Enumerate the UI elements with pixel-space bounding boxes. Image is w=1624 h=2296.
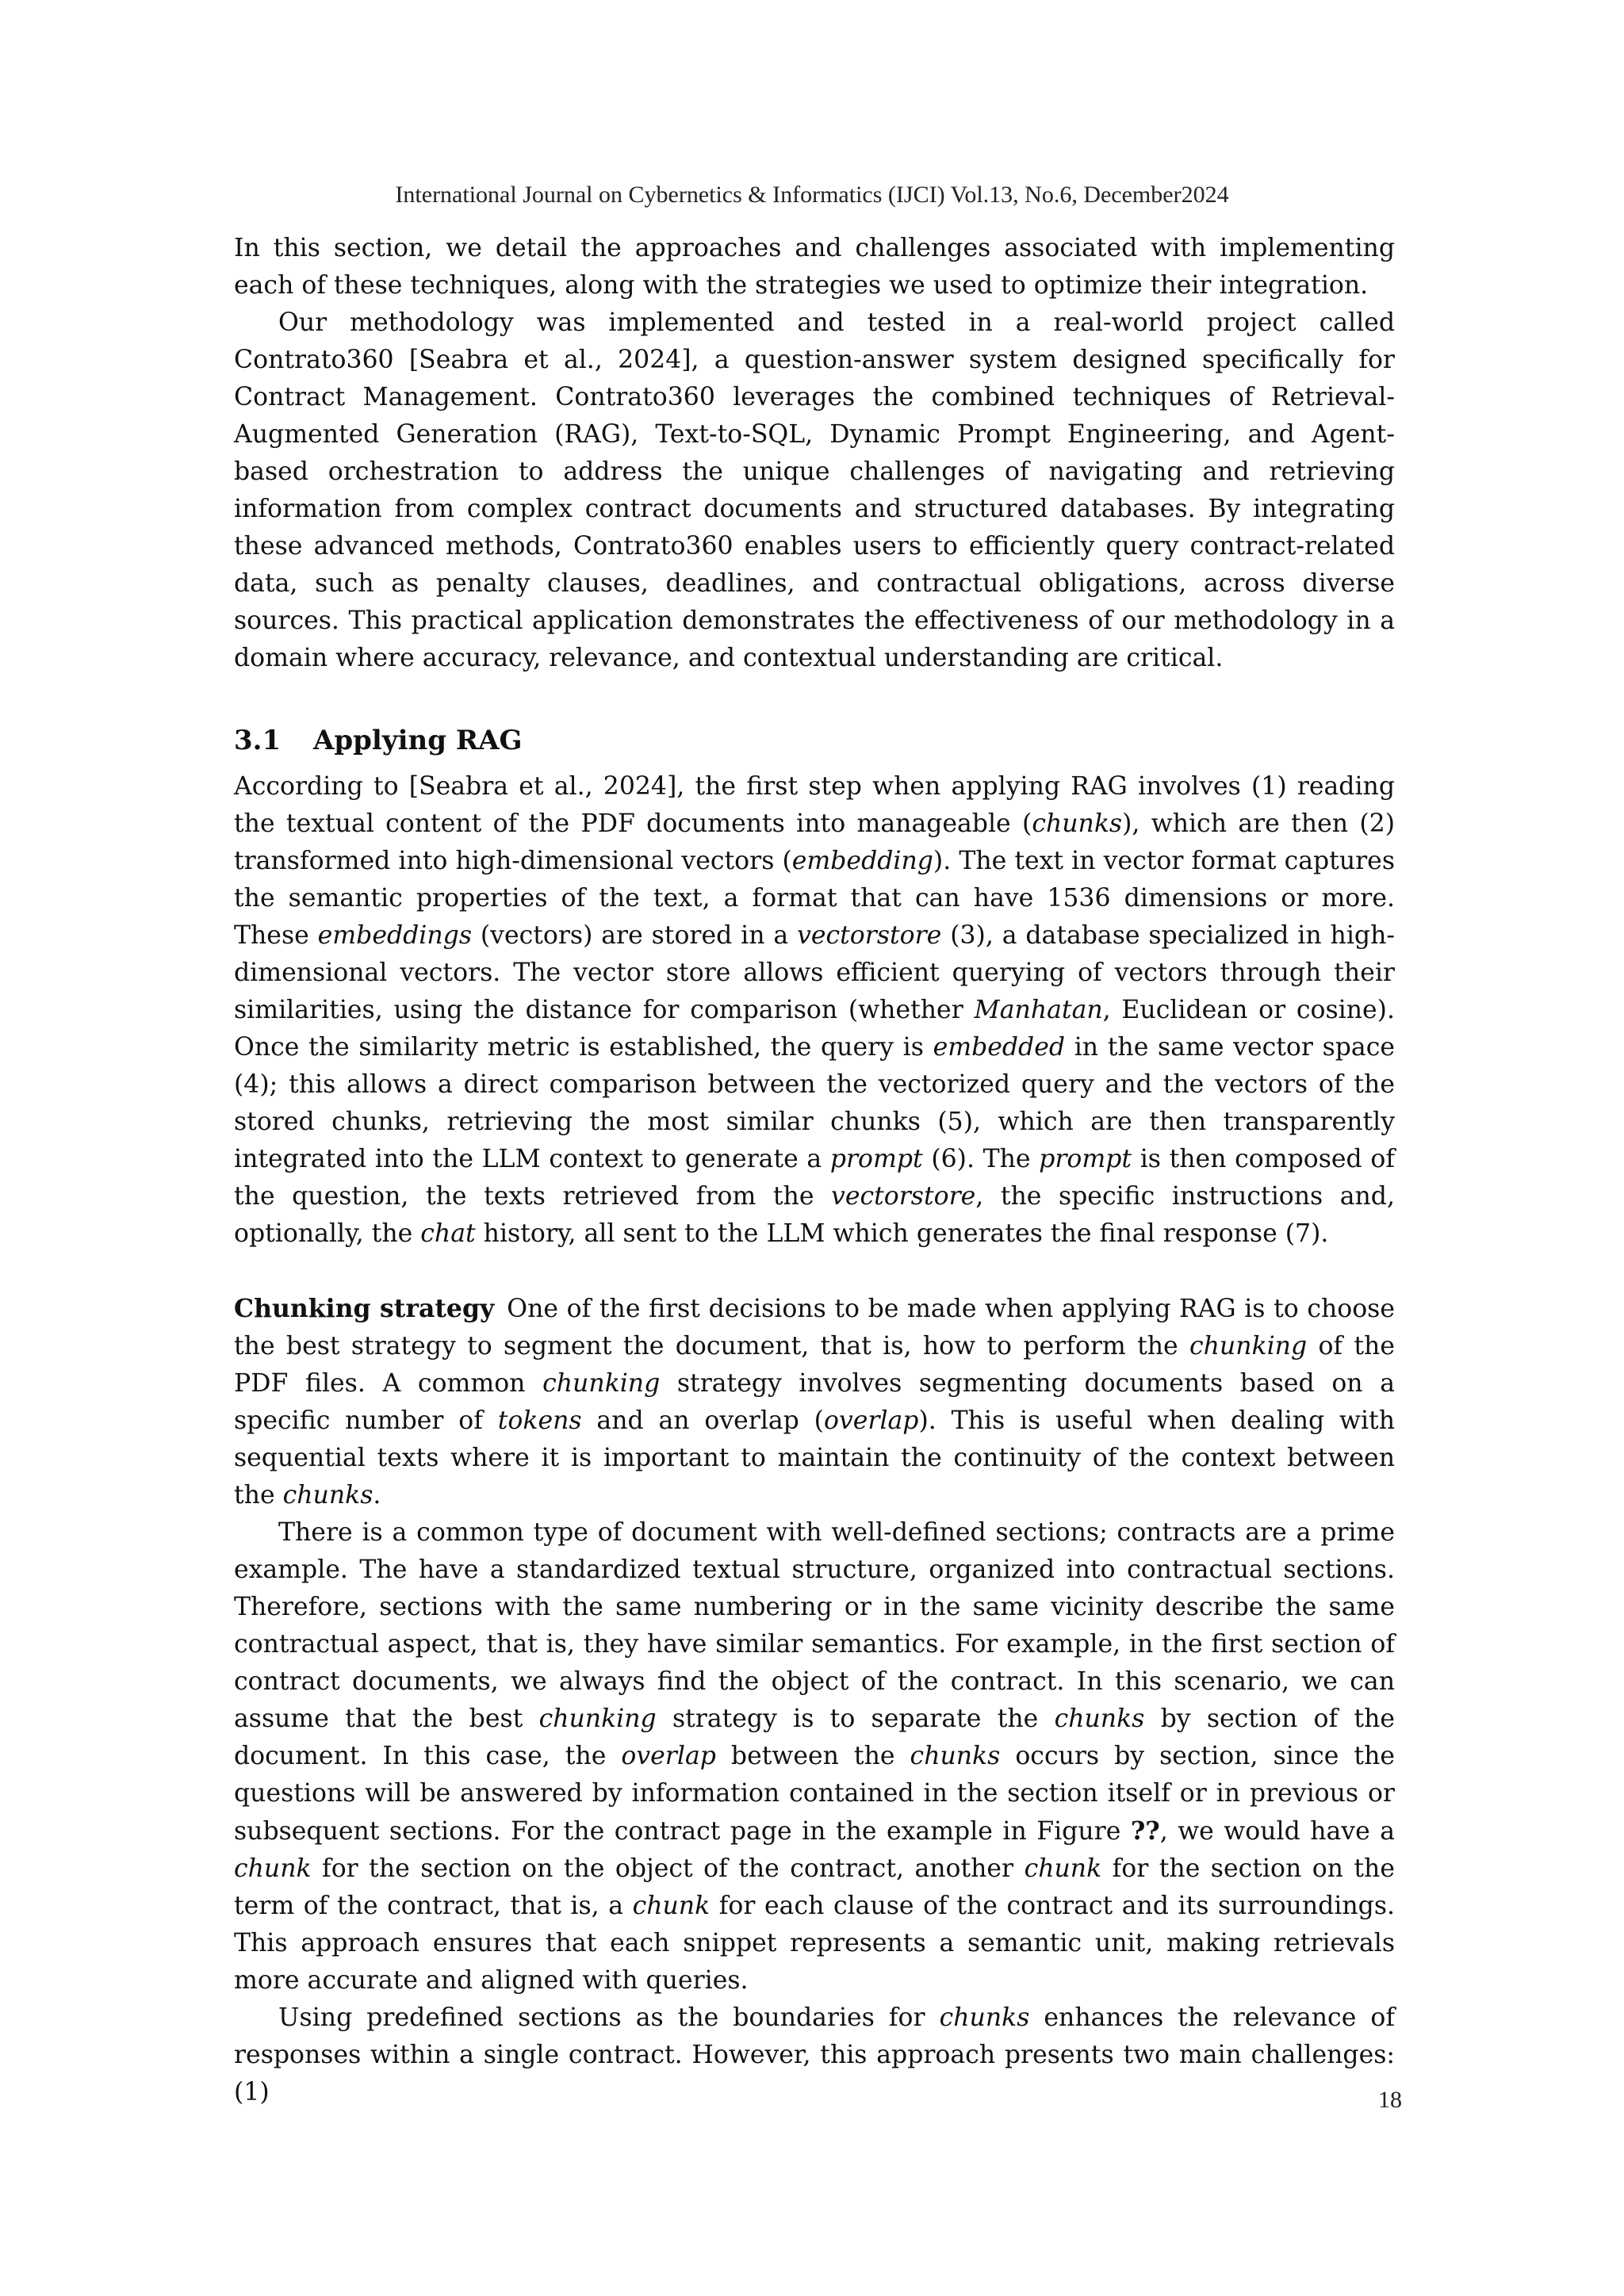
figure-reference: ?? [1130,1816,1160,1846]
section-number: 3.1 [234,725,282,756]
body-text [234,230,1395,2111]
methodology-paragraph: Our methodology was implemented and tested in a real-world project called Contrato360 [Seabra et al., 2024], a question-answer system designed specifically for Contract Management. Contrato360 leverages the combined techniques of Retrieval-Augmented Generation (RAG), Text-to-SQL, Dynamic Prompt Engineering, and Agent-based orchestration to address the unique challenges of navigating and retrieving information from complex contract documents and structured databases. By integrating these advanced methods, Contrato360 enables users to efficiently query contract-related data, such as penalty clauses, deadlines, and contractual obligations, across diverse sources. This practical application demonstrates the effectiveness of our methodology in a domain where accuracy, relevance, and contextual understanding are critical. [234,308,1395,672]
section-title: Applying RAG [313,725,523,756]
page-number: 18 [1378,2087,1402,2113]
running-header: International Journal on Cybernetics & Informatics (IJCI) Vol.13, No.6, December2024 [395,182,1229,208]
predefined-sections-paragraph: Using predefined sections as the boundaries for chunks enhances the relevance of responses within a single contract. However, this approach presents two main challenges: (1) [234,2003,1395,2107]
contract-sections-paragraph: There is a common type of document with well-defined sections; contracts are a prime example. The have a standardized textual structure, organized into contractual sections. Therefore, sections with the same numbering or in the same vicinity describe the same contractual aspect, that is, they have similar semantics. For example, in the first section of contract documents, we always find the object of the contract. In this scenario, we can assume that the best chunking strategy is to separate the chunks by section of the document. In this case, the overlap between the chunks occurs by section, since the questions will be answered by information contained in the section itself or in previous or subsequent sections. For the contract page in the example in Figure ??, we would have a chunk for the section on the object of the contract, another chunk for the section on the term of the contract, that is, a chunk for each clause of the contract and its surroundings. This approach ensures that each snippet represents a semantic unit, making retrievals more accurate and aligned with queries. [234,1518,1395,1995]
chunking-strategy-heading: Chunking strategy [234,1294,495,1323]
intro-paragraph: In this section, we detail the approaches and challenges associated with implementing each of these techniques, along with the strategies we used to optimize their integration. [234,234,1395,300]
section-heading [234,722,1395,760]
chunking-strategy-paragraph: Chunking strategy One of the first decisions to be made when applying RAG is to choose the best strategy to segment the document, that is, how to perform the chunking of the PDF files. A common chunking strategy involves segmenting documents based on a specific number of tokens and an overlap (overlap). This is useful when dealing with sequential texts where it is important to maintain the continuity of the context between the chunks. [234,1294,1395,1510]
rag-paragraph: According to [Seabra et al., 2024], the first step when applying RAG involves (1) reading the textual content of the PDF documents into manageable (chunks), which are then (2) transformed into high-dimensional vectors (embedding). The text in vector format captures the semantic properties of the text, a format that can have 1536 dimensions or more. These embeddings (vectors) are stored in a vectorstore (3), a database specialized in high-dimensional vectors. The vector store allows efficient querying of vectors through their similarities, using the distance for comparison (whether Manhatan, Euclidean or cosine). Once the similarity metric is established, the query is embedded in the same vector space (4); this allows a direct comparison between the vectorized query and the vectors of the stored chunks, retrieving the most similar chunks (5), which are then transparently integrated into the LLM context to generate a prompt (6). The prompt is then composed of the question, the texts retrieved from the vectorstore, the specific instructions and, optionally, the chat history, all sent to the LLM which generates the final response (7). [234,772,1395,1248]
